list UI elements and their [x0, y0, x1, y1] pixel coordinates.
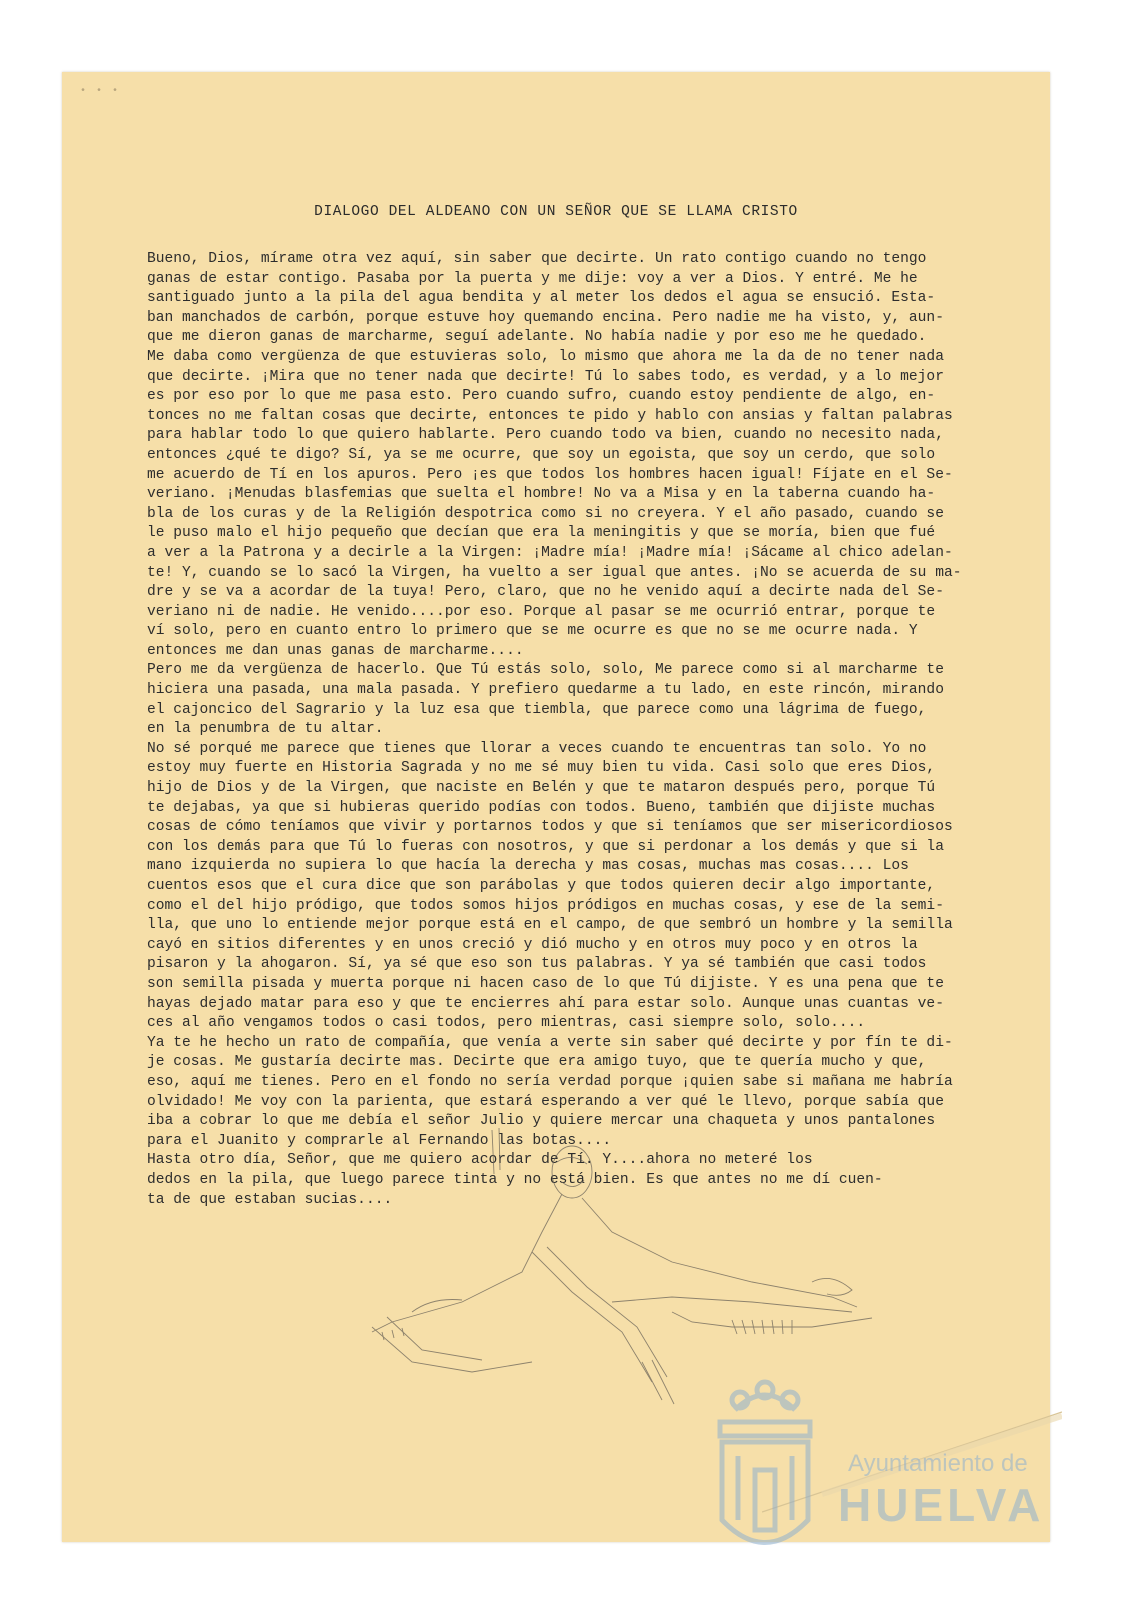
- text-line: cosas de cómo teníamos que vivir y portarnos todos y que si teníamos que ser misericordiosos: [147, 819, 953, 836]
- text-line: eso, aquí me tienes. Pero en el fondo no sería verdad porque ¡quien sabe si mañana me habría: [147, 1073, 953, 1090]
- punch-hole-marks: • • •: [80, 86, 121, 97]
- text-line: santiguado junto a la pila del agua bendita y al meter los dedos el agua se ensució. Esta-: [147, 290, 936, 307]
- text-line: Me daba como vergüenza de que estuvieras solo, lo mismo que ahora me la da de no tener nada: [147, 348, 944, 365]
- text-line: mano izquierda no supiera lo que hacía la derecha y mas cosas, muchas mas cosas.... Los: [147, 858, 909, 875]
- watermark-line-2: HUELVA: [838, 1479, 1045, 1531]
- text-line: veriano. ¡Menudas blasfemias que suelta el hombre! No va a Misa y en la taberna cuando ha-: [147, 486, 936, 503]
- text-line: lla, que uno lo entiende mejor porque está en el campo, de que sembró un hombre y la semilla: [147, 917, 953, 934]
- text-line: pisaron y la ahogaron. Sí, ya sé que eso son tus palabras. Y ya sé también que casi todos: [147, 956, 927, 973]
- text-line: Ya te he hecho un rato de compañía, que venía a verte sin saber qué decirte y por fín te di-: [147, 1034, 953, 1051]
- text-line: Pero me da vergüenza de hacerlo. Que Tú estás solo, solo, Me parece como si al marcharme te: [147, 662, 944, 679]
- crucifix-sketch: [312, 1122, 892, 1412]
- text-line: es por eso por lo que me pasa esto. Pero cuando sufro, cuando estoy pendiente de algo, en-: [147, 388, 936, 405]
- text-line: con los demás para que Tú lo fueras con nosotros, y que si perdonar a los demás y que si la: [147, 838, 944, 855]
- text-line: ganas de estar contigo. Pasaba por la puerta y me dije: voy a ver a Dios. Y entré. Me he: [147, 270, 918, 287]
- text-line: ces al año vengamos todos o casi todos, pero mientras, casi siempre solo, solo....: [147, 1015, 866, 1032]
- text-line: le puso malo el hijo pequeño que decían que era la meningitis y que se moría, bien que fué: [147, 525, 936, 542]
- text-line: en la penumbra de tu altar.: [147, 721, 384, 738]
- text-line: son semilla pisada y muerta porque ni hacen caso de lo que Tú dijiste. Y es una pena que te: [147, 975, 944, 992]
- text-line: olvidado! Me voy con la parienta, que estará esperando a ver qué le llevo, porque sabía que: [147, 1093, 944, 1110]
- document-body: [147, 250, 1027, 1210]
- text-line: dedos en la pila, que luego parece tinta y no está bien. Es que antes no me dí cuen-: [147, 1171, 883, 1188]
- text-line: tonces no me faltan cosas que decirte, entonces te pido y hablo con ansias y faltan palabras: [147, 407, 953, 424]
- text-line: bla de los curas y de la Religión despotrica como si no creyera. Y el año pasado, cuando se: [147, 505, 944, 522]
- text-line: te! Y, cuando se lo sacó la Virgen, ha vuelto a ser igual que antes. ¡No se acuerda de su ma-: [147, 564, 962, 581]
- text-line: para hablar todo lo que quiero hablarte. Pero cuando todo va bien, cuando no necesito nada,: [147, 427, 944, 444]
- document-title: DIALOGO DEL ALDEANO CON UN SEÑOR QUE SE LLAMA CRISTO: [314, 204, 798, 220]
- text-line: ta de que estaban sucias....: [147, 1191, 393, 1208]
- text-line: Hasta otro día, Señor, que me quiero acordar de Tí. Y....ahora no meteré los: [147, 1152, 813, 1169]
- text-line: que me dieron ganas de marcharme, seguí adelante. No había nadie y por eso me he quedado.: [147, 329, 927, 346]
- text-line: el cajoncico del Sagrario y la luz esa que tiembla, que parece como una lágrima de fuego,: [147, 701, 927, 718]
- text-line: te dejabas, ya que si hubieras querido podías con todos. Bueno, también que dijiste muchas: [147, 799, 936, 816]
- text-line: entonces ¿qué te digo? Sí, ya se me ocurre, que soy un egoista, que soy un cerdo, que solo: [147, 446, 936, 463]
- text-line: ví solo, pero en cuanto entro lo primero que se me ocurre es que no se me ocurre nada. Y: [147, 623, 918, 640]
- text-line: hayas dejado matar para eso y que te encierres ahí para estar solo. Aunque unas cuantas ve-: [147, 995, 944, 1012]
- text-line: cayó en sitios diferentes y en unos creció y dió mucho y en otros muy poco y en otros la: [147, 936, 918, 953]
- text-line: a ver a la Patrona y a decirle a la Virgen: ¡Madre mía! ¡Madre mía! ¡Sácame al chico adelan-: [147, 544, 953, 561]
- text-line: hijo de Dios y de la Virgen, que naciste en Belén y que te mataron después pero, porque Tú: [147, 780, 936, 797]
- text-line: iba a cobrar lo que me debía el señor Julio y quiere mercar una chaqueta y unos pantalones: [147, 1113, 936, 1130]
- watermark-line-1: Ayuntamiento de: [848, 1450, 1028, 1477]
- text-line: veriano ni de nadie. He venido....por eso. Porque al pasar se me ocurrió entrar, porque te: [147, 603, 936, 620]
- text-line: cuentos esos que el cura dice que son parábolas y que todos quieren decir algo importante,: [147, 878, 936, 894]
- text-line: estoy muy fuerte en Historia Sagrada y no me sé muy bien tu vida. Casi solo que eres Dios,: [147, 760, 936, 777]
- text-line: entonces me dan unas ganas de marcharme....: [147, 642, 524, 659]
- text-line: me acuerdo de Tí en los apuros. Pero ¡es que todos los hombres hacen igual! Fíjate en el Se-: [147, 466, 953, 483]
- text-line: ban manchados de carbón, porque estuve hoy quemando encina. Pero nadie me ha visto, y, aun-: [147, 309, 944, 326]
- coat-of-arms-logo: [700, 1370, 830, 1570]
- document-page: [62, 72, 1050, 1542]
- text-line: que decirte. ¡Mira que no tener nada que decirte! Tú lo sabes todo, es verdad, y a lo mejor: [147, 368, 944, 385]
- text-line: hiciera una pasada, una mala pasada. Y prefiero quedarme a tu lado, en este rincón, mirando: [147, 682, 944, 699]
- text-line: dre y se va a acordar de la tuya! Pero, claro, que no he venido aquí a decirte nada del Se-: [147, 584, 944, 601]
- text-line: para el Juanito y comprarle al Fernando las botas....: [147, 1132, 612, 1149]
- text-line: No sé porqué me parece que tienes que llorar a veces cuando te encuentras tan solo. Yo no: [147, 740, 927, 757]
- text-line: je cosas. Me gustaría decirte mas. Decirte que era amigo tuyo, que te quería mucho y que,: [147, 1054, 927, 1071]
- institution-watermark: [700, 1370, 1045, 1570]
- text-line: como el del hijo pródigo, que todos somos hijos pródigos en muchas cosas, y ese de la semi-: [147, 897, 944, 914]
- text-line: Bueno, Dios, mírame otra vez aquí, sin saber que decirte. Un rato contigo cuando no tengo: [147, 251, 927, 267]
